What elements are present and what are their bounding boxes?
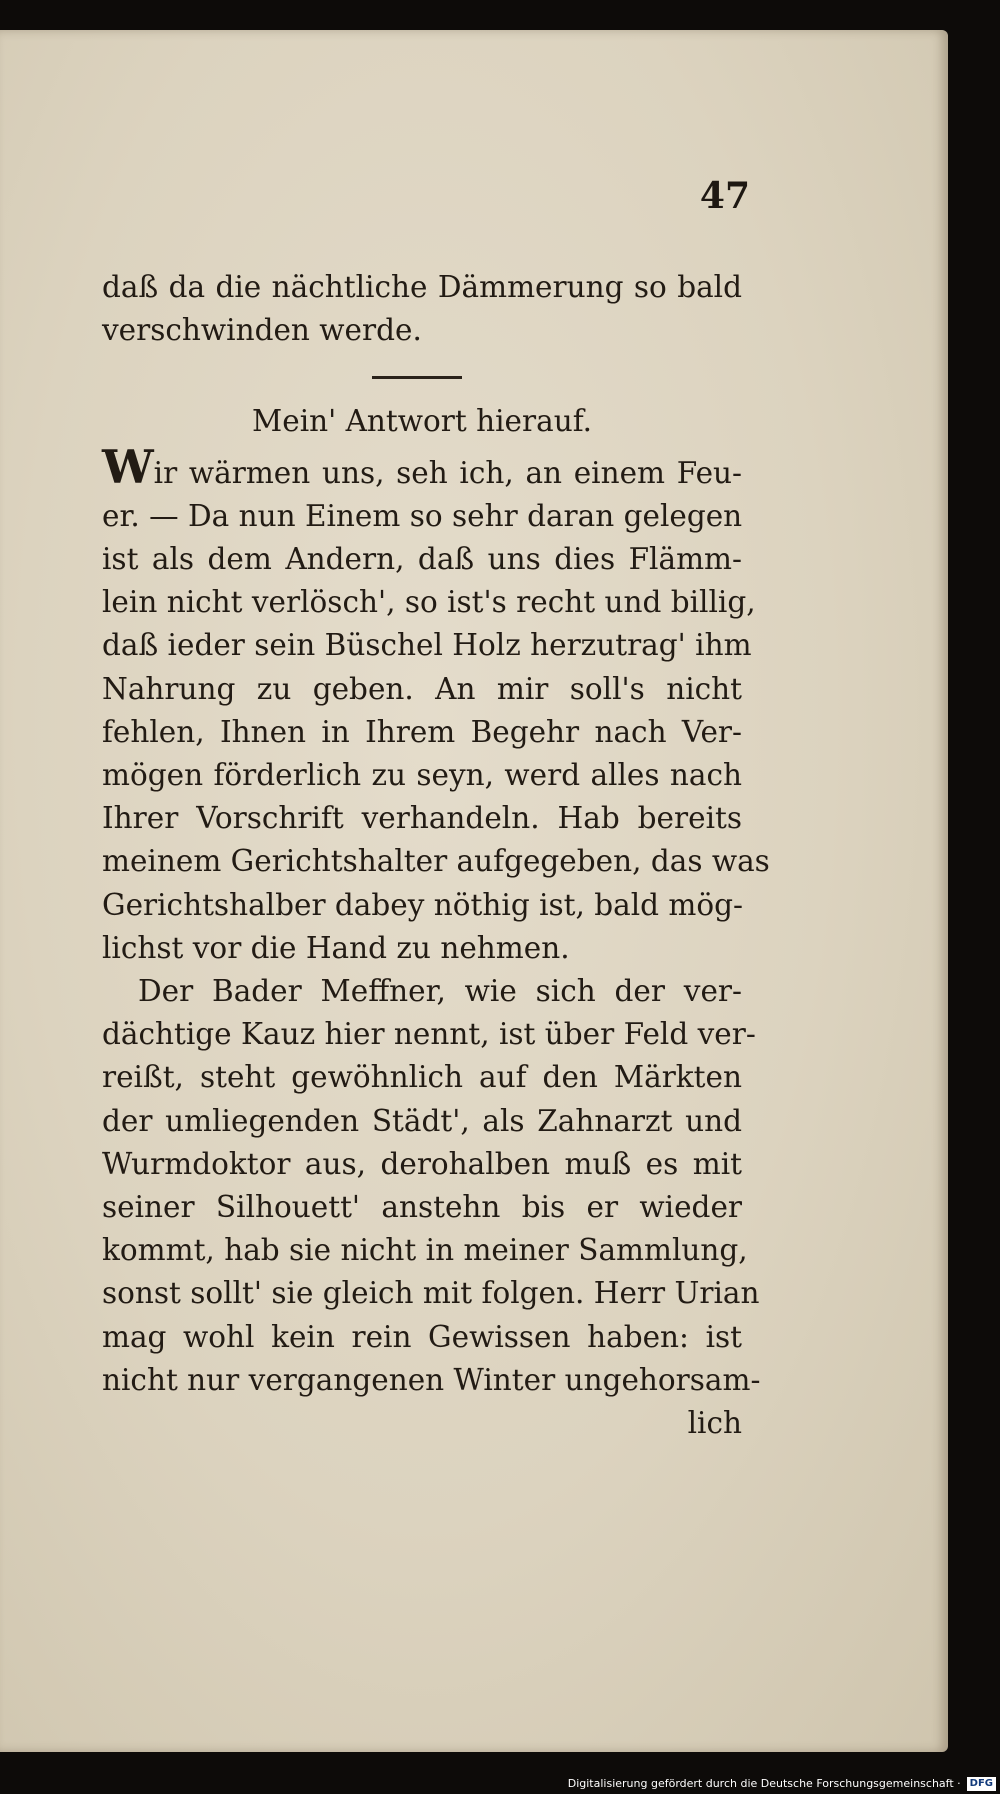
- section-divider: [102, 352, 742, 400]
- text-line-5: er. — Da nun Einem so sehr daran gelegen: [102, 498, 743, 533]
- text-line-8: daß ieder sein Büschel Holz herzutrag' ihm: [102, 628, 752, 663]
- text-line-24: mag wohl kein rein Gewissen haben: ist: [102, 1319, 742, 1354]
- text-line-10: fehlen, Ihnen in Ihrem Begehr nach Ver-: [102, 714, 742, 749]
- text-line-18: reißt, steht gewöhnlich auf den Märkten: [102, 1060, 742, 1095]
- text-line-23: sonst sollt' sie gleich mit folgen. Herr Urian: [102, 1276, 760, 1311]
- catchword: lich: [687, 1406, 742, 1441]
- body-text: [102, 266, 770, 1445]
- text-line-13: meinem Gerichtshalter aufgegeben, das was: [102, 844, 770, 879]
- digitization-footer: [568, 1774, 1000, 1794]
- page-number: 47: [699, 175, 750, 217]
- divider-rule: [372, 376, 462, 379]
- text-line-14: Gerichtshalber dabey nöthig ist, bald mög-: [102, 887, 744, 922]
- text-line-25: nicht nur vergangenen Winter ungehorsam-: [102, 1362, 761, 1397]
- text-line-21: seiner Silhouett' anstehn bis er wieder: [102, 1190, 742, 1225]
- text-line-19: der umliegenden Städt', als Zahnarzt und: [102, 1103, 742, 1138]
- text-line-15: lichst vor die Hand zu nehmen.: [102, 930, 570, 965]
- book-page: [0, 30, 948, 1752]
- text-line-16: Der Bader Meffner, wie sich der ver-: [138, 974, 742, 1009]
- digitization-credit: Digitalisierung gefördert durch die Deutsche Forschungsgemeinschaft ·: [567, 1777, 961, 1790]
- text-line-9: Nahrung zu geben. An mir soll's nicht: [102, 671, 742, 706]
- text-line-11: mögen förderlich zu seyn, werd alles nach: [102, 758, 742, 793]
- text-line-12: Ihrer Vorschrift verhandeln. Hab bereits: [102, 801, 742, 836]
- text-line-6: ist als dem Andern, daß uns dies Flämm-: [102, 542, 742, 577]
- dfg-logo: DFG: [967, 1777, 996, 1791]
- initial-letter: W: [102, 439, 154, 494]
- text-line-4: [102, 439, 742, 495]
- text-line-2: verschwinden werde.: [102, 313, 422, 348]
- text-line-7: lein nicht verlösch', so ist's recht und billig,: [102, 585, 756, 620]
- text-line-20: Wurmdoktor aus, derohalben muß es mit: [102, 1146, 742, 1181]
- section-heading: Mein' Antwort hierauf.: [252, 404, 592, 439]
- text-line-1: daß da die nächtliche Dämmerung so bald: [102, 270, 742, 304]
- text-line-17: dächtige Kauz hier nennt, ist über Feld ver-: [102, 1017, 756, 1052]
- text-line-22: kommt, hab sie nicht in meiner Sammlung,: [102, 1233, 748, 1268]
- text-line-4-rest: ir wärmen uns, seh ich, an einem Feu-: [153, 455, 742, 490]
